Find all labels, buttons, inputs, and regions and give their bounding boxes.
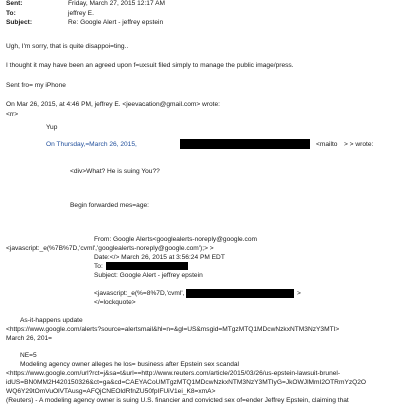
news-url-line: idUS=BN0MM2H420150326&ct=ga&cd=CAEYACoUMTgzMTQ1MDcwNzkxNTM3NzY3MTIyG=JkOWJlMmI2OTRmYzQ2O	[6, 379, 367, 386]
sent-value: Friday, March 27, 2015 12:17 AM	[68, 0, 166, 7]
to-label: To:	[6, 10, 16, 17]
sent-label: Sent:	[6, 0, 23, 7]
div-what-line: <div>What? He is suing You??	[70, 168, 160, 175]
on-date-wrote: On Mar 26, 2015, at 4:46 PM, jeffrey E. <jeevacation@gmail.com> wrote:	[6, 101, 221, 108]
redaction-bar	[106, 262, 188, 270]
javascript-line: <javascript:_e(%=8%7D,'cvml',	[94, 290, 185, 297]
news-url-line: WQ6Y29tOmVuOlVTAusg=AFQjCNEOldRfnZU50fpIFUiV1ei_K8=xmA>	[6, 388, 216, 395]
paragraph-apology: Ugh, I'm sorry, that is quite disappoi=ting..	[6, 43, 129, 50]
subject-line: Subject: Google Alert - jeffrey epstein	[94, 272, 203, 279]
to-line: To:	[94, 263, 103, 270]
wrote-suffix: > > wrote:	[344, 141, 374, 148]
mailto-text: <mailto	[316, 141, 338, 148]
redaction-bar	[186, 289, 294, 298]
from-line: From: Google Alerts<googlealerts-noreply@google.com	[94, 236, 258, 243]
lockquote-tag: </=lockquote>	[94, 299, 136, 306]
paragraph-lawsuit-thought: I thought it may have been an agreed upon f=uxsuit filed simply to manage the public image/press.	[6, 62, 294, 69]
yup-text: Yup	[46, 124, 58, 131]
news-url-line: <https://www.google.com/url?rct=j&sa=t&url==http://www.reuters.com/article/2015/03/26/us-epstein-lawsuit-brunel-	[6, 370, 341, 377]
subject-value: Re: Google Alert - jeffrey epstein	[68, 19, 164, 26]
to-value: jeffrey E.	[68, 10, 94, 17]
sent-from-iphone: Sent fro= my iPhone	[6, 82, 66, 89]
march-date: March 26, 201=	[6, 335, 53, 342]
alert-url: <https://www.google.com/alerts?source=alertsmail&hl=n=&gl=US&msgid=MTgzMTQ1MDcwNzkxNTM3NzY3MTI>	[6, 326, 340, 333]
news-snippet: (Reuters) - A modeling agency owner is suing U.S. financier and convicted sex of=ender Jeffrey Epstein, claiming that	[6, 397, 349, 404]
news-headline: Modeling agency owner alleges he los= business after Epstein sex scandal	[20, 361, 240, 368]
as-it-happens: As-it-happens update	[20, 317, 83, 324]
javascript-line: <javascript:_e(%7B%7D,'cvml','googlealerts-noreply@google.com');> >	[6, 245, 214, 252]
javascript-line-end: >	[297, 290, 301, 297]
begin-forwarded: Begin forwarded mes=age:	[70, 202, 149, 209]
date-line: Date:</> March 26, 2015 at 3:56:24 PM EDT	[94, 254, 225, 261]
on-thursday-line: On Thursday,=March 26, 2015,	[46, 141, 137, 148]
news-label: NE=5	[20, 352, 37, 359]
subject-label: Subject:	[6, 19, 33, 26]
rr-tag: <rr>	[6, 111, 19, 118]
redaction-bar	[180, 139, 310, 149]
